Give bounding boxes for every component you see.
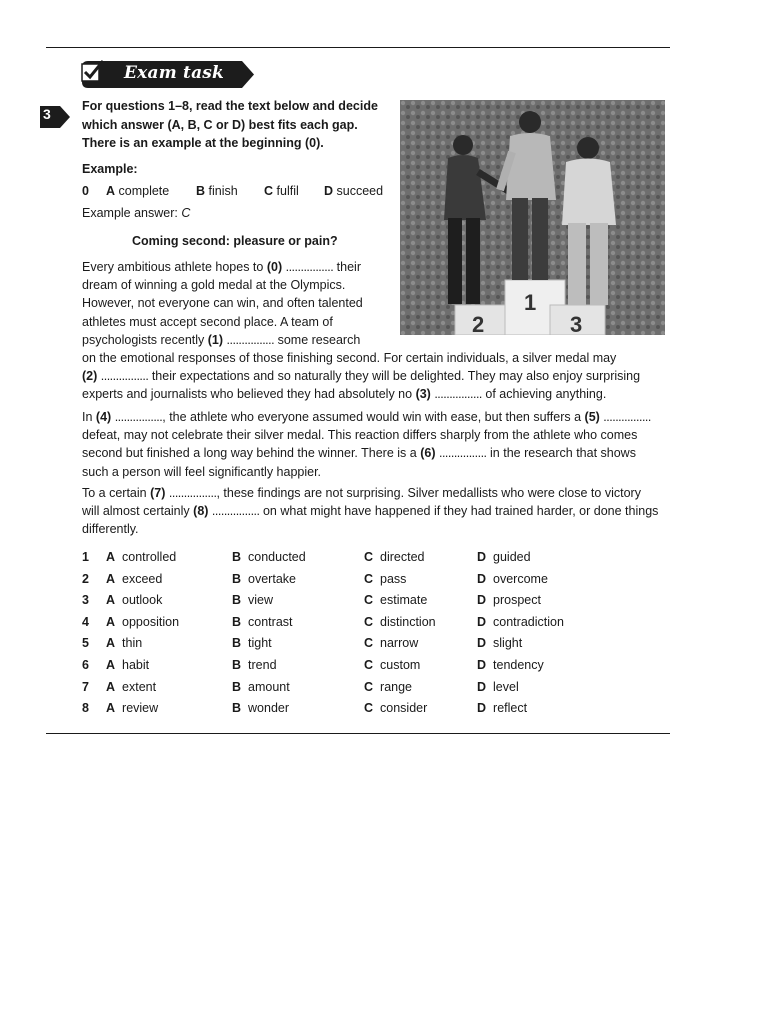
question-number: 3 [82, 593, 89, 608]
question-number: 1 [82, 550, 89, 564]
passage-paragraph-1a: Every ambitious athlete hopes to (0) ................ their dream of winning a gold medal at the Olympics. However, not everyone can win, and often talented athletes must accept second place. A team of psychologists recently (1) ................ some research [82, 260, 363, 347]
example-option-c: C fulfil [264, 184, 299, 198]
checkbox-icon [80, 59, 106, 83]
option-d: D level [477, 679, 519, 694]
option-a: A thin [106, 636, 143, 651]
podium-label-3: 3 [570, 312, 583, 335]
bottom-rule [46, 733, 670, 734]
podium-photo [400, 100, 665, 335]
example-number: 0 [82, 184, 89, 198]
option-d: D reflect [477, 701, 528, 716]
podium-label-1: 1 [524, 290, 537, 315]
option-c: C range [364, 679, 413, 694]
podium-label-2: 2 [472, 312, 485, 335]
option-b: B amount [232, 679, 290, 694]
passage-paragraph-2: In (4) ................, the athlete who everyone assumed would win with ease, but then suffers a (5) ................ defeat, may not celebrate their silver medal. This reaction differs sharply from the athlete who comes second but finished a long way behind the winner. There is a (6) ................ in the research that shows such a person will feel significantly happier. [82, 410, 651, 479]
option-c: C distinction [364, 614, 436, 629]
option-c: C pass [364, 571, 407, 586]
option-a: A outlook [106, 593, 163, 608]
option-d: D slight [477, 636, 523, 651]
option-c: C consider [364, 701, 428, 716]
question-number: 4 [82, 614, 89, 629]
passage-title: Coming second: pleasure or pain? [132, 234, 338, 248]
example-option-a: A complete [106, 184, 170, 198]
question-number: 8 [82, 701, 89, 716]
option-d: D tendency [477, 658, 544, 672]
option-c: C narrow [364, 636, 419, 651]
question-number: 7 [82, 679, 89, 694]
example-heading: Example: [82, 162, 138, 176]
example-option-d: D succeed [324, 184, 384, 198]
option-c: C estimate [364, 593, 428, 608]
example-option-b: B finish [196, 184, 238, 198]
question-number: 6 [82, 658, 89, 672]
option-b: B tight [232, 636, 272, 651]
example-answer: Example answer: C [82, 206, 191, 220]
option-b: B conducted [232, 550, 306, 564]
option-b: B contrast [232, 614, 293, 629]
option-d: D contradiction [477, 614, 564, 629]
instructions: For questions 1–8, read the text below and decide which answer (A, B, C or D) best fits each gap. There is an example at the beginning (0). [82, 99, 378, 150]
option-a: A habit [106, 658, 150, 672]
section-number: 3 [43, 106, 51, 122]
podium-illustration [400, 100, 665, 335]
option-a: A opposition [106, 614, 180, 629]
option-c: C directed [364, 550, 425, 564]
top-rule [46, 47, 670, 48]
exam-task-banner [80, 59, 256, 90]
option-c: C custom [364, 658, 421, 672]
option-a: A controlled [106, 550, 177, 564]
question-number: 5 [82, 636, 89, 651]
option-a: A exceed [106, 571, 163, 586]
banner-title: Exam task [124, 63, 225, 83]
option-a: A review [106, 701, 159, 716]
option-d: D guided [477, 550, 531, 564]
option-b: B view [232, 593, 274, 608]
passage-paragraph-1b: on the emotional responses of those finishing second. For certain individuals, a silver medal may (2) ................ their expectations and so naturally they will be delighted. They may also enjoy surprising experts and journalists who believed they had absolutely no (3) ................ of achieving anything. [82, 351, 641, 402]
option-d: D prospect [477, 593, 541, 608]
option-d: D overcome [477, 571, 548, 586]
option-a: A extent [106, 679, 157, 694]
section-tab [40, 104, 70, 128]
option-b: B wonder [232, 701, 290, 716]
passage-paragraph-3: To a certain (7) ................, these findings are not surprising. Silver medallists who were close to victory will almost certainly (8) ................ on what might have happened if they had trained harder, or done things differently. [82, 486, 659, 537]
option-b: B trend [232, 658, 277, 672]
option-b: B overtake [232, 571, 296, 586]
question-number: 2 [82, 571, 89, 586]
